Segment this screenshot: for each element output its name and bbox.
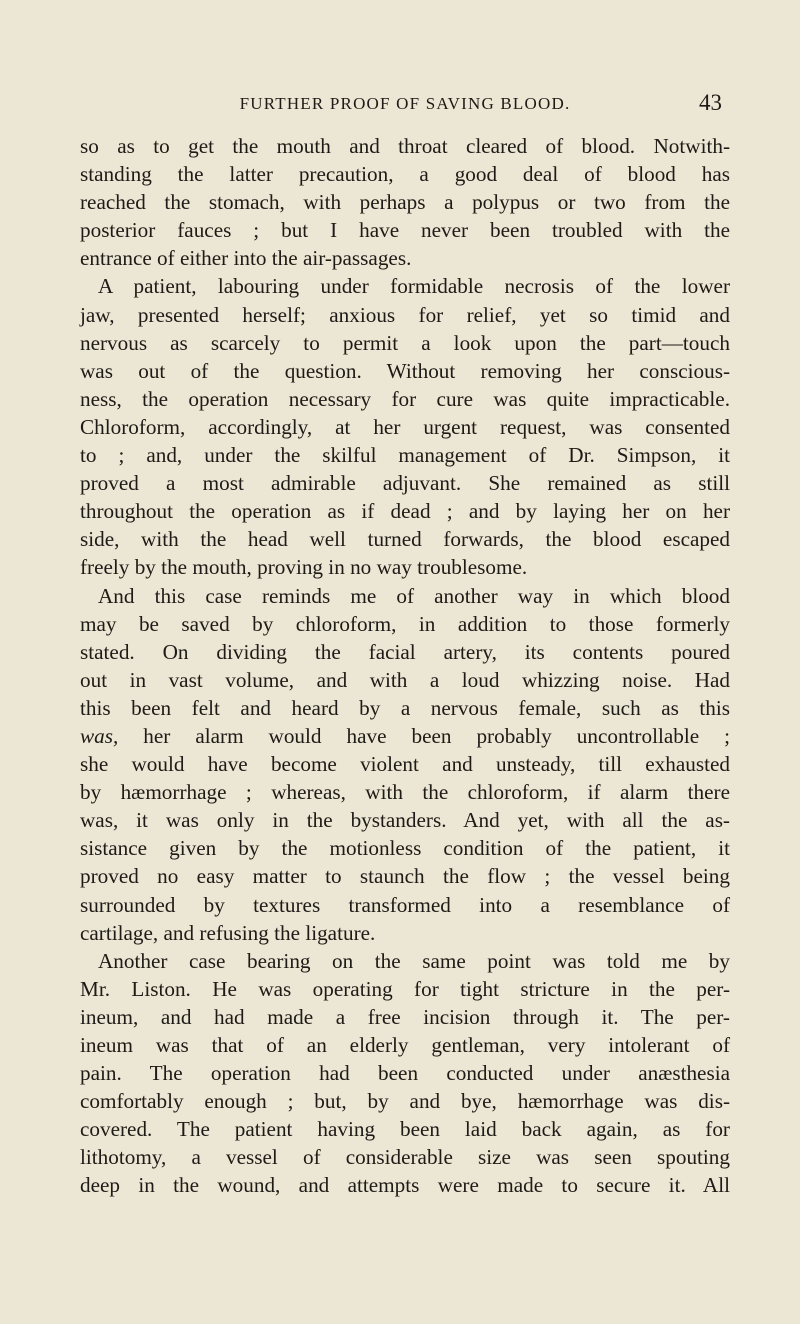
paragraph-1: [80, 132, 730, 272]
text-line: And this case reminds me of another way in which blood: [98, 583, 730, 608]
text-line: proved a most admirable adjuvant. She remained as still: [80, 471, 730, 496]
text-line: she would have become violent and unsteady, till exhausted: [80, 752, 730, 777]
text-line: was, it was only in the bystanders. And yet, with all the as-: [80, 808, 730, 833]
paragraph-3: [80, 582, 730, 947]
text-line: Another case bearing on the same point was told me by: [98, 948, 730, 973]
text-line: sistance given by the motionless condition of the patient, it: [80, 836, 730, 861]
text-line: out in vast volume, and with a loud whizzing noise. Had: [80, 667, 730, 692]
text-line: throughout the operation as if dead ; and by laying her on her: [80, 499, 730, 524]
text-line: surrounded by textures transformed into a resemblance of: [80, 892, 730, 917]
text-line: so as to get the mouth and throat cleared of blood. Notwith-: [80, 134, 730, 158]
text-line: Mr. Liston. He was operating for tight stricture in the per-: [80, 976, 730, 1001]
text-line: by hæmorrhage ; whereas, with the chloroform, if alarm there: [80, 780, 730, 805]
text-line: stated. On dividing the facial artery, its contents poured: [80, 639, 730, 664]
text-line: standing the latter precaution, a good deal of blood has: [80, 162, 730, 187]
text-line-rest: her alarm would have been probably uncontrollable ;: [143, 723, 731, 748]
text-line: covered. The patient having been laid back again, as for: [80, 1117, 730, 1142]
text-line: Chloroform, accordingly, at her urgent request, was consented: [80, 414, 730, 439]
text-line: cartilage, and refusing the ligature.: [80, 920, 376, 945]
text-line: reached the stomach, with perhaps a polypus or two from the: [80, 190, 730, 215]
text-line: posterior fauces ; but I have never been troubled with the: [80, 218, 730, 243]
text-line: comfortably enough ; but, by and bye, hæmorrhage was dis-: [80, 1089, 730, 1114]
text-line: A patient, labouring under formidable necrosis of the lower: [98, 274, 730, 299]
text-line: this been felt and heard by a nervous female, such as this: [80, 695, 730, 720]
text-line-with-italic: [80, 722, 730, 750]
page-number: 43: [699, 90, 722, 115]
text-line: was out of the question. Without removing her conscious-: [80, 358, 730, 383]
text-line: nervous as scarcely to permit a look upon the part—touch: [80, 330, 730, 355]
text-line: freely by the mouth, proving in no way troublesome.: [80, 555, 528, 580]
text-line: ineum, and had made a free incision through it. The per-: [80, 1004, 730, 1029]
body-text: [80, 132, 730, 1200]
paragraph-2: [80, 272, 730, 581]
text-line: ineum was that of an elderly gentleman, very intolerant of: [80, 1033, 730, 1057]
book-page: [80, 88, 730, 1200]
text-line: deep in the wound, and attempts were made to secure it. All: [80, 1173, 730, 1198]
running-title: FURTHER PROOF OF SAVING BLOOD.: [239, 94, 571, 113]
text-line: proved no easy matter to staunch the flow ; the vessel being: [80, 864, 730, 889]
text-line: entrance of either into the air-passages.: [80, 246, 412, 271]
running-head: [80, 88, 730, 118]
text-line: jaw, presented herself; anxious for relief, yet so timid and: [80, 302, 730, 327]
text-line: ness, the operation necessary for cure was quite impracticable.: [80, 386, 730, 411]
text-line: lithotomy, a vessel of considerable size was seen spouting: [80, 1145, 730, 1170]
text-line: side, with the head well turned forwards, the blood escaped: [80, 527, 730, 552]
text-line: pain. The operation had been conducted under anæsthesia: [80, 1061, 730, 1086]
text-line: may be saved by chloroform, in addition to those formerly: [80, 611, 730, 636]
text-line: to ; and, under the skilful management of Dr. Simpson, it: [80, 443, 730, 468]
italic-word: was,: [80, 723, 119, 748]
paragraph-4: [80, 947, 730, 1200]
